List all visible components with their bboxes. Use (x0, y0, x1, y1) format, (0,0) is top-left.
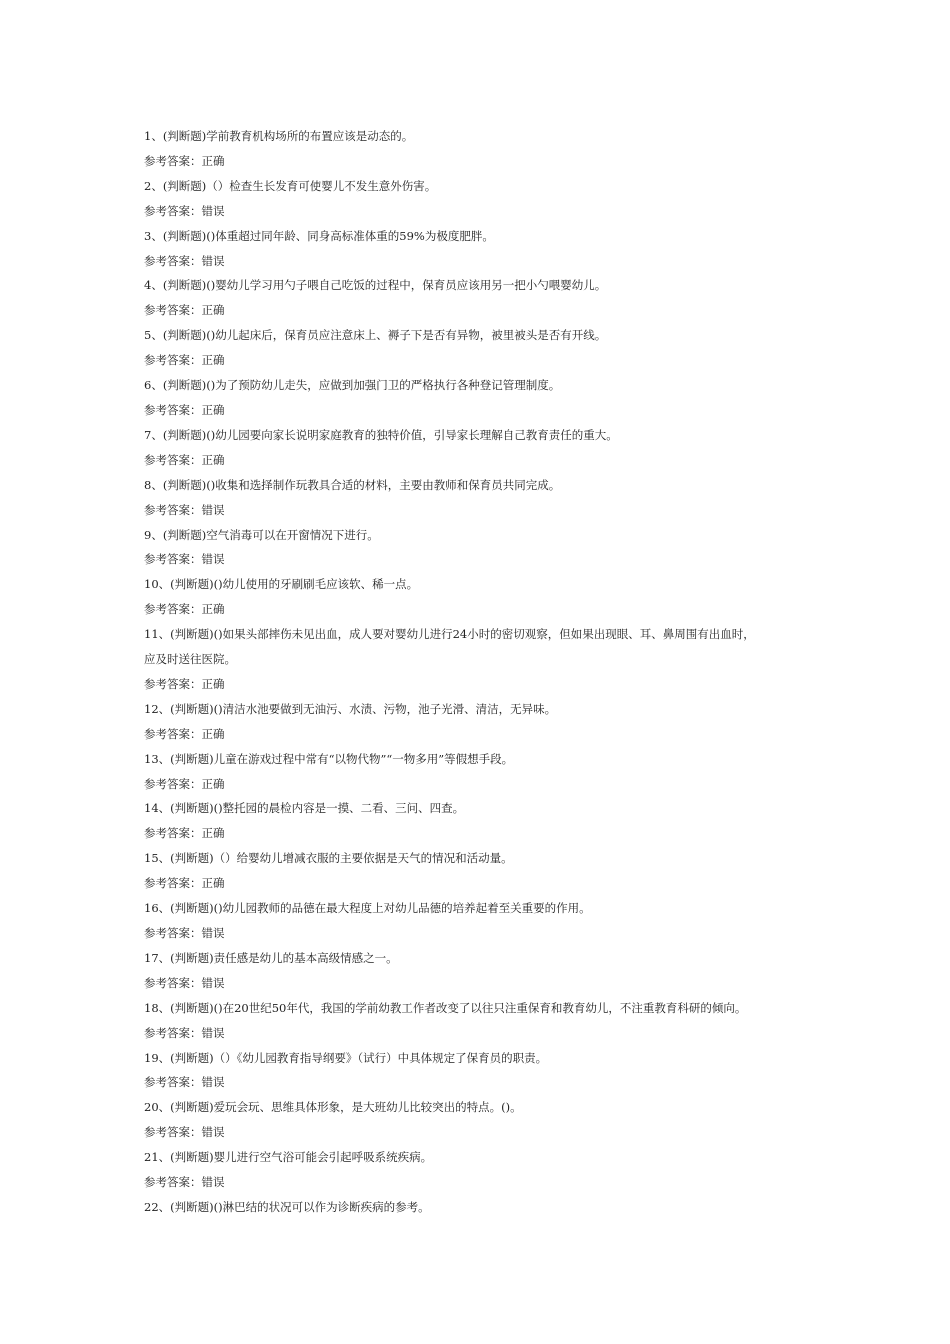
question-text: 16、(判断题)()幼儿园教师的品德在最大程度上对幼儿品德的培养起着至关重要的作用。 (144, 901, 591, 916)
answer-label: 参考答案： (144, 676, 202, 691)
answer-value: 错误 (201, 975, 225, 990)
answer-value: 错误 (201, 253, 225, 268)
answer-line (144, 672, 834, 697)
answer-label: 参考答案： (144, 726, 202, 741)
answer-value: 错误 (201, 926, 225, 940)
answer-value: 正确 (201, 776, 225, 791)
answer-line (144, 821, 834, 846)
answer-label: 参考答案： (144, 776, 202, 791)
answer-line (144, 498, 834, 523)
answer-label: 参考答案： (144, 253, 202, 268)
answer-value: 正确 (201, 602, 225, 617)
question-text: 14、(判断题)()整托园的晨检内容是一摸、二看、三问、四查。 (144, 801, 465, 816)
answer-value: 错误 (201, 552, 225, 567)
answer-label: 参考答案： (144, 1175, 202, 1190)
answer-value: 正确 (201, 676, 225, 691)
answer-value: 正确 (201, 303, 225, 318)
answer-line (144, 398, 834, 423)
answer-line (144, 348, 834, 373)
question-text: 4、(判断题)()婴幼儿学习用勺子喂自己吃饭的过程中，保育员应该用另一把小勺喂婴幼儿。 (144, 278, 607, 293)
answer-value: 错误 (201, 502, 225, 517)
answer-label: 参考答案： (144, 602, 202, 617)
question-text: 2、(判断题)（）检查生长发育可使婴儿不发生意外伤害。 (144, 178, 437, 193)
question-text: 6、(判断题)()为了预防幼儿走失，应做到加强门卫的严格执行各种登记管理制度。 (144, 378, 561, 393)
answer-value: 正确 (201, 826, 225, 841)
answer-line (144, 249, 834, 274)
answer-value: 正确 (201, 353, 225, 368)
answer-value: 错误 (201, 1075, 225, 1090)
question-text: 15、(判断题)（）给婴幼儿增减衣服的主要依据是天气的情况和活动量。 (144, 851, 513, 866)
answer-value: 正确 (201, 876, 225, 891)
answer-label: 参考答案： (144, 1125, 202, 1140)
answer-label: 参考答案： (144, 402, 202, 417)
question-list (144, 124, 834, 1220)
answer-label: 参考答案： (144, 1025, 202, 1040)
answer-line (144, 871, 834, 896)
answer-label: 参考答案： (144, 552, 202, 567)
question-text: 21、(判断题)婴儿进行空气浴可能会引起呼吸系统疾病。 (144, 1150, 433, 1165)
answer-line (144, 448, 834, 473)
answer-label: 参考答案： (144, 876, 202, 891)
question-text: 11、(判断题)()如果头部摔伤未见出血，成人要对婴幼儿进行24小时的密切观察，但如果出现眼、耳、鼻周围有出血时， (144, 627, 755, 642)
answer-line (144, 1120, 834, 1145)
answer-label: 参考答案： (144, 153, 202, 168)
answer-value: 正确 (201, 452, 225, 467)
answer-line (144, 1170, 834, 1195)
answer-line (144, 199, 834, 224)
question-text: 12、(判断题)()清洁水池要做到无油污、水渍、污物，池子光滑、清洁，无异味。 (144, 701, 557, 716)
answer-line (144, 1070, 834, 1095)
question-text: 1、(判断题)学前教育机构场所的布置应该是动态的。 (144, 129, 414, 143)
answer-label: 参考答案： (144, 975, 202, 990)
question-text: 19、(判断题)（）《幼儿园教育指导纲要》（试行）中具体规定了保育员的职责。 (144, 1050, 548, 1065)
answer-value: 正确 (201, 726, 225, 741)
answer-label: 参考答案： (144, 1075, 202, 1090)
answer-line (144, 298, 834, 323)
answer-line (144, 1021, 834, 1046)
answer-label: 参考答案： (144, 826, 202, 841)
answer-value: 错误 (201, 1025, 225, 1040)
answer-line (144, 971, 834, 996)
answer-label: 参考答案： (144, 303, 202, 318)
answer-value: 错误 (201, 1175, 225, 1190)
question-text: 17、(判断题)责任感是幼儿的基本高级情感之一。 (144, 950, 398, 965)
question-text: 5、(判断题)()幼儿起床后，保育员应注意床上、褥子下是否有异物，被里被头是否有开线。 (144, 328, 607, 343)
question-text: 7、(判断题)()幼儿园要向家长说明家庭教育的独特价值，引导家长理解自己教育责任的重大。 (144, 427, 618, 442)
answer-label: 参考答案： (144, 926, 202, 940)
question-text-continued: 应及时送往医院。 (144, 652, 236, 667)
question-text: 13、(判断题)儿童在游戏过程中常有“以物代物”“一物多用”等假想手段。 (144, 751, 514, 766)
answer-value: 正确 (201, 402, 225, 417)
question-text: 3、(判断题)()体重超过同年龄、同身高标准体重的59%为极度肥胖。 (144, 228, 494, 243)
answer-label: 参考答案： (144, 203, 202, 218)
question-text: 18、(判断题)()在20世纪50年代，我国的学前幼教工作者改变了以往只注重保育和教育幼儿，不注重教育科研的倾向。 (144, 1000, 747, 1015)
answer-line (144, 149, 834, 174)
answer-value: 错误 (201, 1125, 225, 1140)
question-text: 8、(判断题)()收集和选择制作玩教具合适的材料，主要由教师和保育员共同完成。 (144, 477, 561, 492)
question-text: 9、(判断题)空气消毒可以在开窗情况下进行。 (144, 527, 379, 542)
answer-label: 参考答案： (144, 452, 202, 467)
question-text: 10、(判断题)()幼儿使用的牙刷刷毛应该软、稀一点。 (144, 577, 419, 592)
answer-line (144, 547, 834, 572)
answer-label: 参考答案： (144, 502, 202, 517)
answer-line (144, 921, 834, 946)
question-text: 22、(判断题)()淋巴结的状况可以作为诊断疾病的参考。 (144, 1199, 430, 1214)
answer-label: 参考答案： (144, 353, 202, 368)
answer-value: 正确 (201, 153, 225, 168)
question-text: 20、(判断题)爱玩会玩、思维具体形象，是大班幼儿比较突出的特点。()。 (144, 1100, 522, 1115)
answer-line (144, 772, 834, 797)
answer-line (144, 597, 834, 622)
answer-value: 错误 (201, 203, 225, 218)
answer-line (144, 722, 834, 747)
